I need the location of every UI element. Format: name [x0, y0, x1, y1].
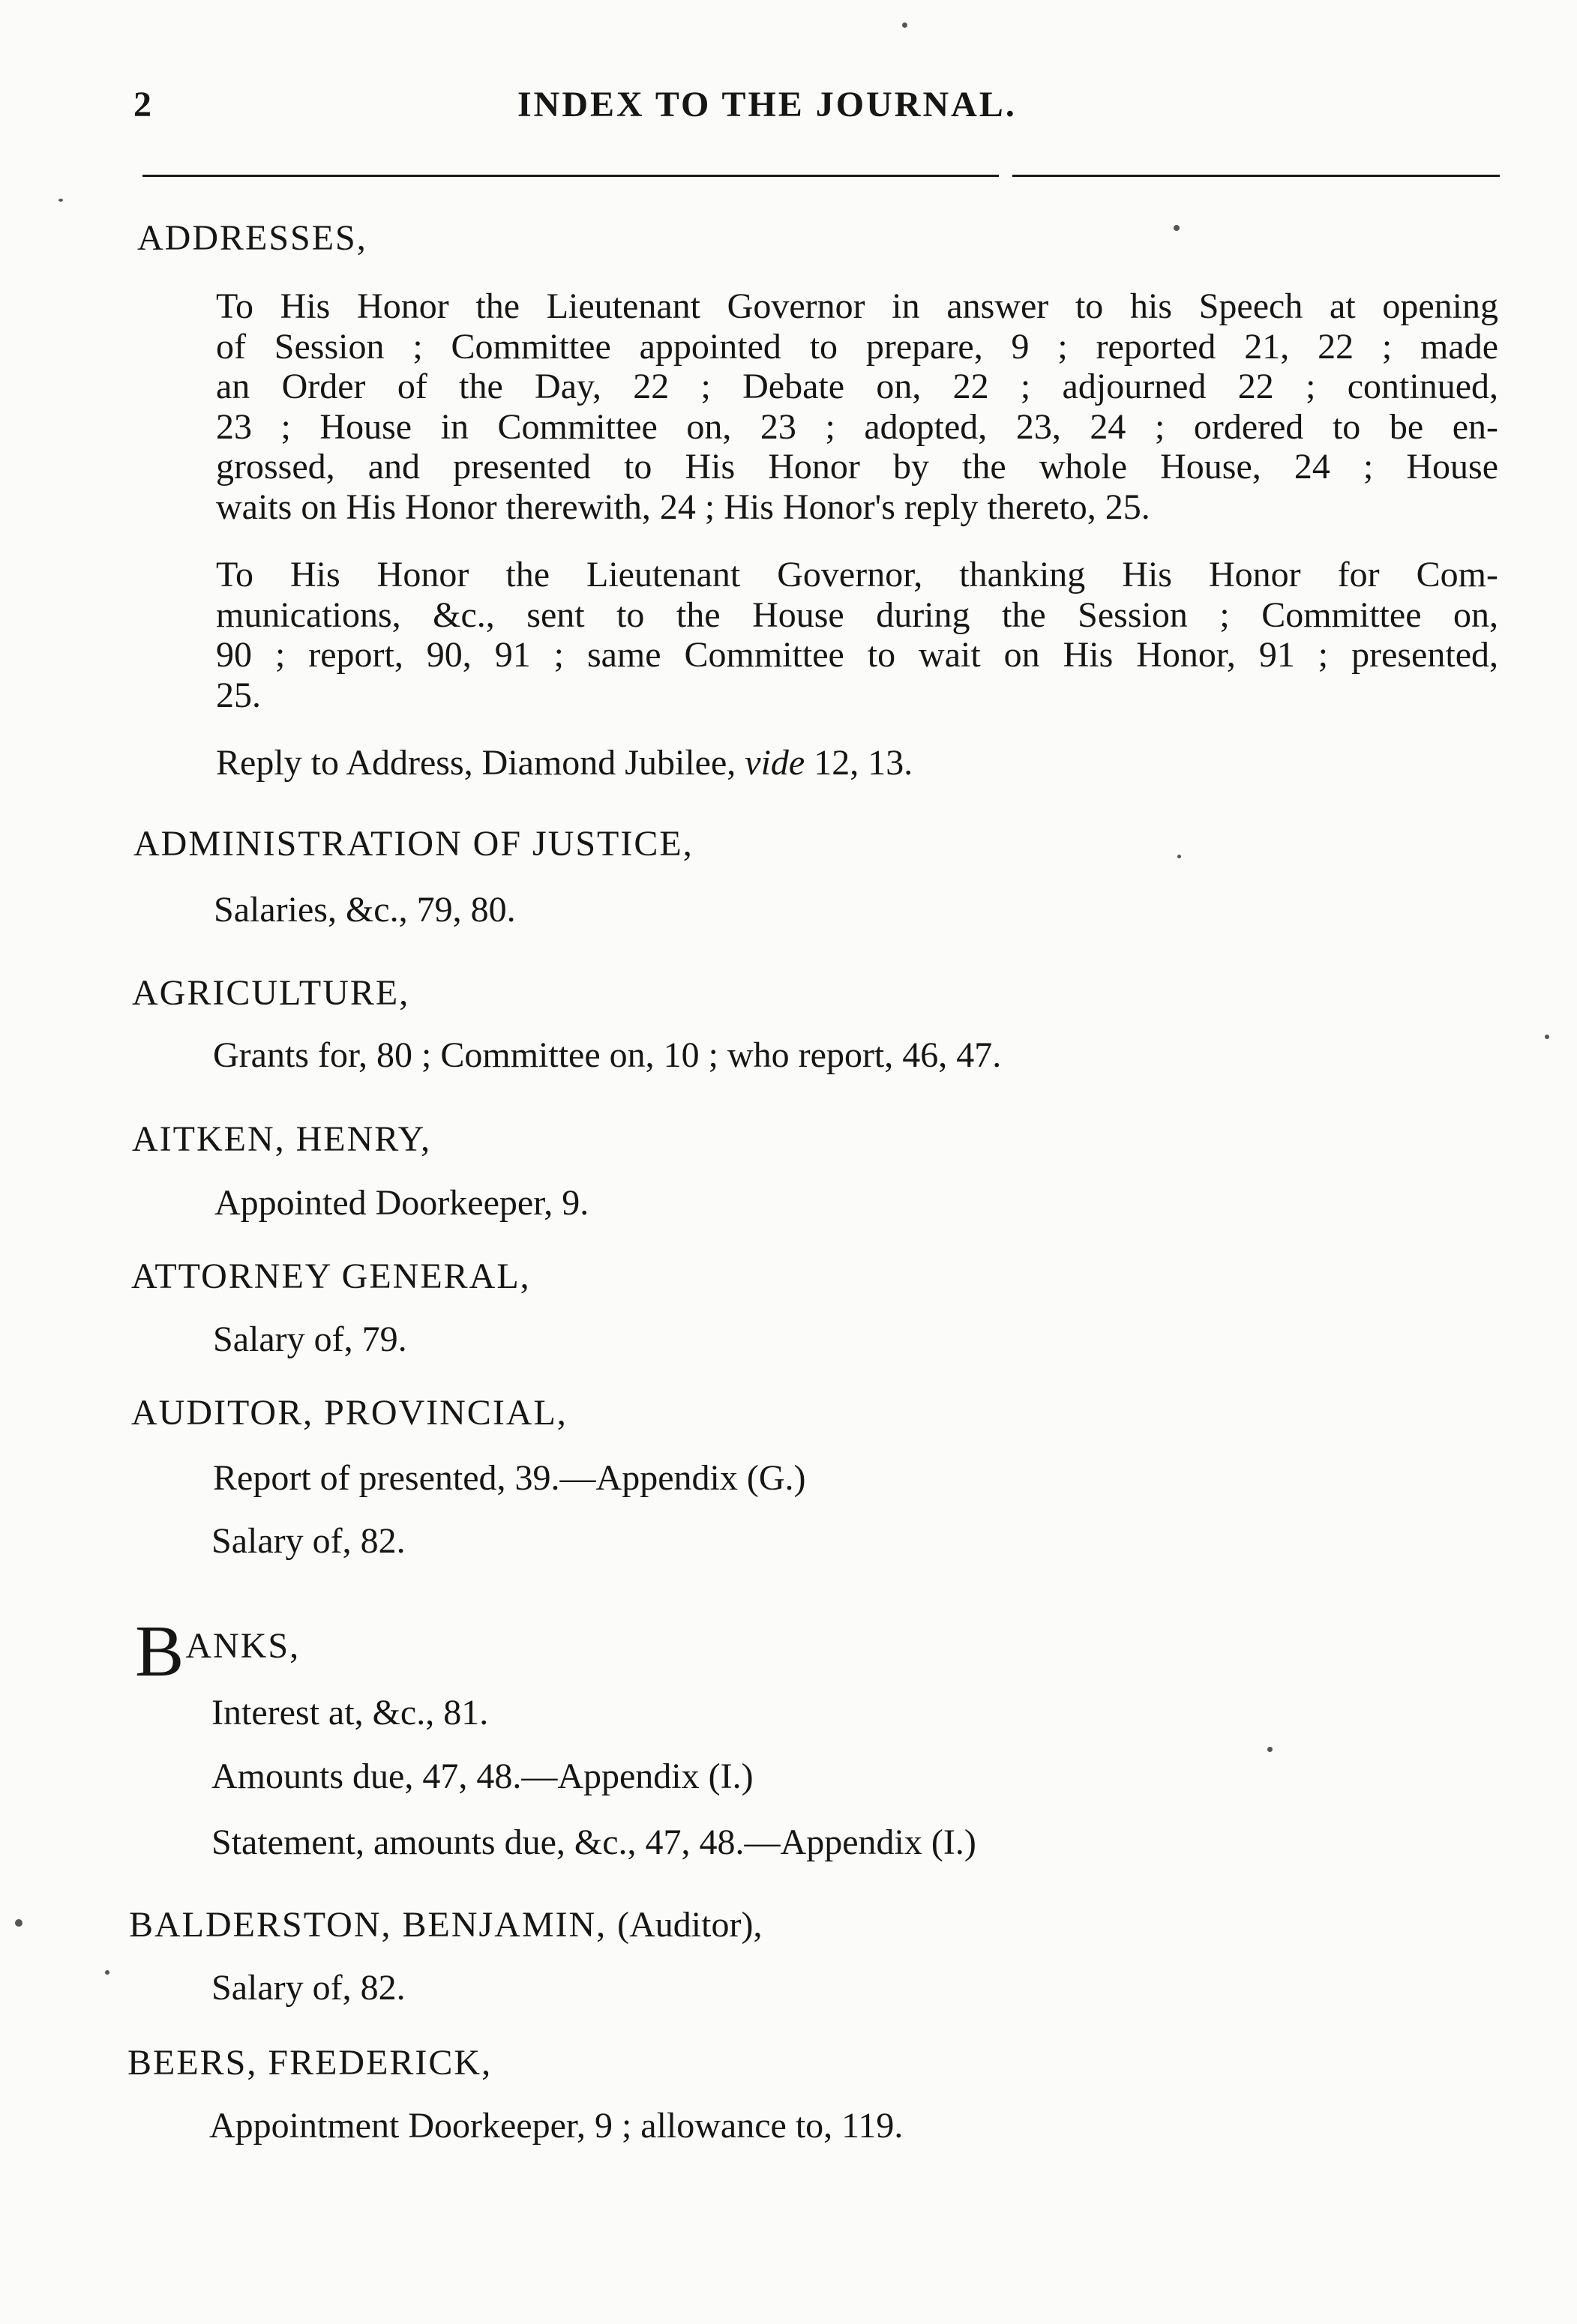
scan-speck	[1174, 225, 1180, 231]
beers-subentry: Appointment Doorkeeper, 9 ; allowance to, 119.	[209, 2106, 904, 2146]
heading-rest: ANKS,	[185, 1626, 301, 1666]
text-line: of Session ; Committee appointed to prepare, 9 ; reported 21, 22 ; made	[216, 326, 1498, 367]
balderston-subentry: Salary of, 82.	[211, 1968, 406, 2008]
banks-subentry-interest: Interest at, &c., 81.	[211, 1693, 489, 1733]
running-title: INDEX TO THE JOURNAL.	[517, 85, 1017, 124]
text-line: 23 ; House in Committee on, 23 ; adopted, 23, 24 ; ordered to be en-	[216, 406, 1498, 447]
entry-heading-aitken-henry: AITKEN, HENRY,	[132, 1119, 432, 1159]
scan-speck	[15, 1919, 22, 1927]
entry-heading-attorney-general: ATTORNEY GENERAL,	[131, 1256, 531, 1296]
entry-heading-balderston-benjamin	[129, 1904, 762, 1945]
text-line: waits on His Honor therewith, 24 ; His Honor's reply thereto, 25.	[216, 487, 1150, 527]
scan-speck	[58, 199, 63, 202]
entry-heading-addresses: ADDRESSES,	[137, 218, 367, 258]
addresses-paragraph-2	[216, 555, 1498, 715]
text-line: grossed, and presented to His Honor by the whole House, 24 ; House	[216, 447, 1498, 487]
text-line: 25.	[216, 675, 261, 715]
drop-capital: B	[135, 1611, 186, 1692]
text-line: 90 ; report, 90, 91 ; same Committee to wait on His Honor, 91 ; presented,	[216, 635, 1498, 675]
entry-heading-beers-frederick: BEERS, FREDERICK,	[127, 2043, 493, 2083]
attorney-subentry: Salary of, 79.	[213, 1319, 407, 1359]
scan-speck	[1177, 855, 1181, 858]
entry-heading-agriculture: AGRICULTURE,	[132, 973, 410, 1013]
text-line: To His Honor the Lieutenant Governor, thanking His Honor for Com-	[216, 555, 1498, 594]
auditor-subentry-report: Report of presented, 39.—Appendix (G.)	[213, 1458, 806, 1498]
scan-speck	[105, 1970, 109, 1975]
scan-speck	[902, 22, 907, 28]
heading-note: (Auditor),	[617, 1905, 763, 1945]
administration-subentry: Salaries, &c., 79, 80.	[214, 890, 516, 930]
reply-refs: 12, 13.	[814, 743, 913, 783]
entry-heading-administration-of-justice: ADMINISTRATION OF JUSTICE,	[133, 824, 694, 864]
addresses-reply-line	[216, 742, 913, 783]
text-line: munications, &c., sent to the House during the Session ; Committee on,	[216, 594, 1498, 635]
auditor-subentry-salary: Salary of, 82.	[211, 1521, 406, 1561]
banks-subentry-amounts: Amounts due, 47, 48.—Appendix (I.)	[211, 1756, 754, 1796]
vide-word: vide	[745, 743, 805, 783]
header-rule-right	[1012, 175, 1500, 177]
entry-heading-auditor-provincial: AUDITOR, PROVINCIAL,	[131, 1393, 568, 1433]
scan-speck	[1267, 1747, 1273, 1752]
page-number: 2	[133, 85, 151, 124]
aitken-subentry: Appointed Doorkeeper, 9.	[214, 1183, 589, 1223]
banks-subentry-statement: Statement, amounts due, &c., 47, 48.—Appendix (I.)	[211, 1822, 976, 1862]
text-line: To His Honor the Lieutenant Governor in answer to his Speech at opening	[216, 286, 1498, 326]
agriculture-subentry: Grants for, 80 ; Committee on, 10 ; who report, 46, 47.	[213, 1035, 1002, 1075]
addresses-paragraph-1	[216, 286, 1498, 527]
reply-text: Reply to Address, Diamond Jubilee,	[216, 743, 736, 783]
scan-speck	[1545, 1035, 1549, 1039]
text-line: an Order of the Day, 22 ; Debate on, 22 ; adjourned 22 ; continued,	[216, 367, 1498, 406]
entry-heading-banks	[135, 1597, 301, 1692]
header-rule-left	[142, 175, 999, 177]
heading-name: BALDERSTON, BENJAMIN,	[129, 1905, 607, 1945]
